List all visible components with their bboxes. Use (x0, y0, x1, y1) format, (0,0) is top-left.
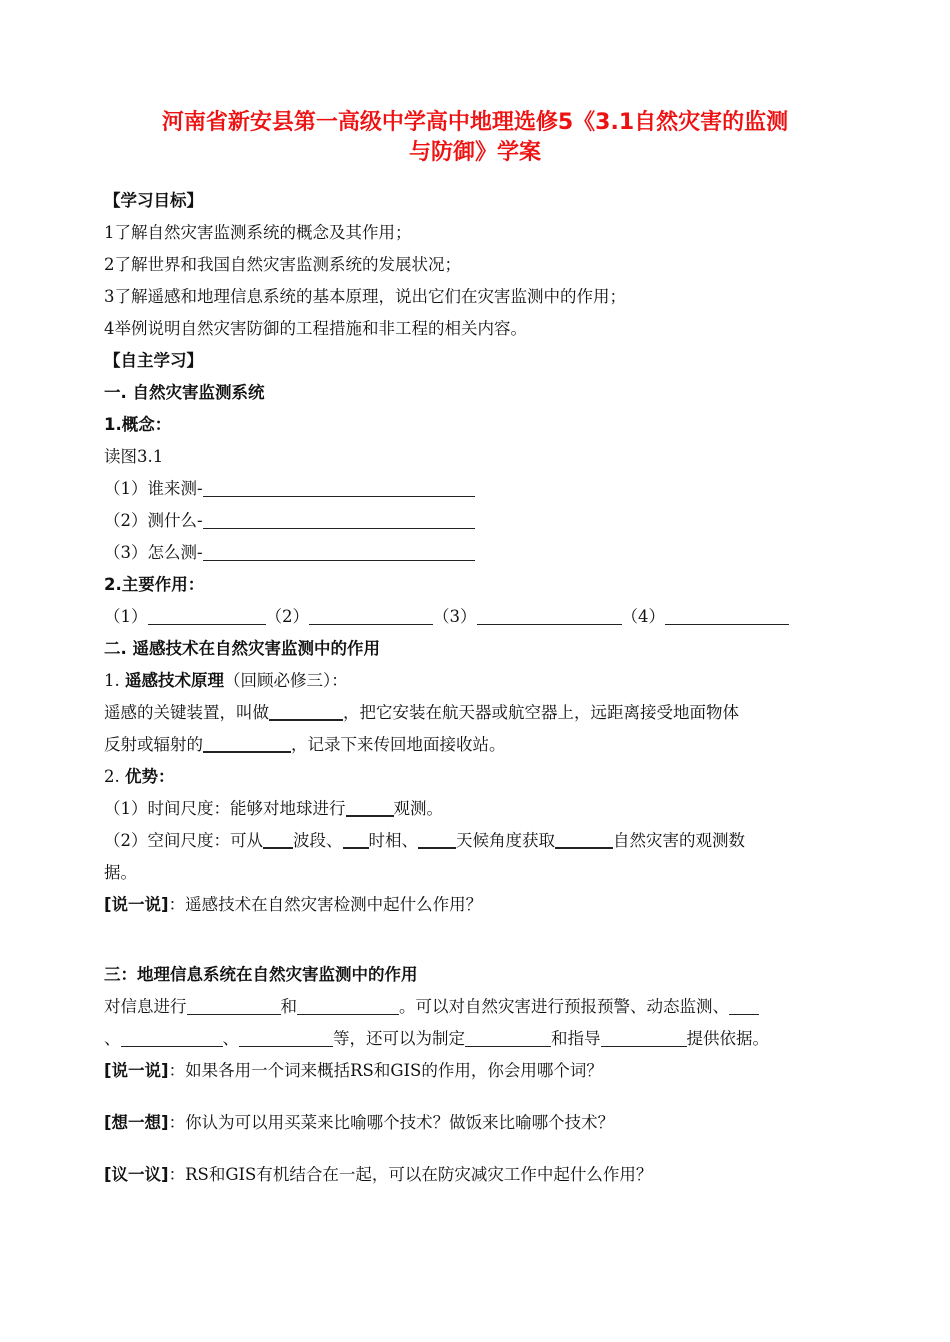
answer-blank[interactable] (477, 606, 622, 625)
goal-item-4: 4举例说明自然灾害防御的工程措施和非工程的相关内容。 (104, 319, 527, 338)
answer-blank[interactable] (297, 996, 399, 1015)
section-3-heading: 三：地理信息系统在自然灾害监测中的作用 (104, 965, 418, 984)
advantage-text: （1）时间尺度：能够对地球进行 (104, 799, 346, 818)
section-1-heading: 一. 自然灾害监测系统 (104, 383, 265, 402)
advantage-space-cont: 据。 (104, 863, 137, 882)
section-2-heading: 二. 遥感技术在自然灾害监测中的作用 (104, 639, 381, 658)
gis-text: 、 (104, 1029, 121, 1048)
role-2-label: （2） (265, 607, 309, 626)
gis-text: 提供依据。 (686, 1029, 769, 1048)
discuss-label: [议一议] (104, 1165, 169, 1184)
title-line-2: 与防御》学案 (408, 140, 541, 165)
say-label: [说一说] (104, 1061, 169, 1080)
say-prompt-gis (104, 1058, 603, 1084)
answer-blank[interactable] (203, 478, 475, 497)
goal-item-2: 2了解世界和我国自然灾害监测系统的发展状况； (104, 255, 461, 274)
concept-label: 1.概念： (104, 415, 172, 434)
rs-sentence-2 (104, 732, 506, 758)
discuss-prompt (104, 1162, 652, 1188)
role-3-label: （3） (433, 607, 477, 626)
question-how-label: （3）怎么测- (104, 543, 203, 562)
advantage-space (104, 828, 745, 854)
gis-text: 和指导 (551, 1029, 601, 1048)
gis-text: 、 (222, 1029, 239, 1048)
rs-text: ，把它安装在航天器或航空器上，远距离接受地面物体 (343, 703, 739, 722)
answer-blank[interactable] (187, 996, 281, 1015)
think-label: [想一想] (104, 1113, 169, 1132)
answer-blank[interactable] (121, 1028, 223, 1047)
role-4-label: （4） (621, 607, 665, 626)
document-title (100, 108, 850, 168)
think-prompt (104, 1110, 614, 1136)
answer-blank[interactable] (729, 996, 759, 1015)
gis-text: 和 (280, 997, 297, 1016)
gis-sentence-1 (104, 994, 759, 1020)
answer-blank[interactable] (203, 510, 475, 529)
gis-text: 。可以对自然灾害进行预报预警、动态监测、 (399, 997, 729, 1016)
question-how (104, 540, 475, 566)
goal-item-3: 3了解遥感和地理信息系统的基本原理，说出它们在灾害监测中的作用； (104, 287, 626, 306)
read-figure: 读图3.1 (104, 447, 164, 466)
discuss-text: ：RS和GIS有机结合在一起，可以在防灾减灾工作中起什么作用？ (168, 1165, 653, 1184)
question-who-label: （1）谁来测- (104, 479, 203, 498)
rs-principle-note: （回顾必修三）： (224, 671, 348, 690)
advantage-num: 2. (104, 767, 125, 786)
rs-sentence-1 (104, 700, 739, 726)
rs-principle (104, 668, 348, 694)
answer-blank[interactable] (601, 1028, 687, 1047)
answer-blank[interactable] (665, 606, 789, 625)
rs-text: 反射或辐射的 (104, 735, 203, 754)
goals-heading: 【学习目标】 (104, 191, 203, 210)
advantage-title: 优势 (125, 767, 158, 786)
gis-sentence-2 (104, 1026, 769, 1052)
question-what (104, 508, 475, 534)
say-prompt-rs (104, 892, 482, 918)
answer-blank[interactable] (346, 797, 394, 817)
self-study-heading: 【自主学习】 (104, 351, 203, 370)
answer-blank[interactable] (239, 1028, 333, 1047)
answer-blank[interactable] (148, 606, 266, 625)
advantage-colon: ： (158, 767, 175, 786)
answer-blank[interactable] (203, 733, 291, 753)
answer-blank[interactable] (418, 829, 456, 849)
advantage-text: 波段、 (293, 831, 343, 850)
title-line-1: 河南省新安县第一高级中学高中地理选修5《3.1自然灾害的监测 (161, 110, 789, 135)
advantage-text: 时相、 (368, 831, 418, 850)
advantage-text: 天候角度获取 (456, 831, 555, 850)
advantage-text: （2）空间尺度：可从 (104, 831, 263, 850)
advantage-text: 自然灾害的观测数 (613, 831, 745, 850)
gis-text: 等，还可以为制定 (333, 1029, 465, 1048)
say-label: [说一说] (104, 895, 169, 914)
say-text: ：遥感技术在自然灾害检测中起什么作用？ (168, 895, 483, 914)
role-row (104, 604, 789, 630)
question-who (104, 476, 475, 502)
advantage-time (104, 796, 443, 822)
say-text: ：如果各用一个词来概括RS和GIS的作用，你会用哪个词？ (168, 1061, 603, 1080)
rs-principle-title: 遥感技术原理 (125, 671, 224, 690)
rs-text: 遥感的关键装置，叫做 (104, 703, 269, 722)
advantage-text: 观测。 (393, 799, 443, 818)
answer-blank[interactable] (269, 701, 343, 721)
goal-item-1: 1了解自然灾害监测系统的概念及其作用； (104, 223, 412, 242)
think-text: ：你认为可以用买菜来比喻哪个技术？做饭来比喻哪个技术？ (168, 1113, 615, 1132)
gis-text: 对信息进行 (104, 997, 187, 1016)
question-what-label: （2）测什么- (104, 511, 203, 530)
answer-blank[interactable] (263, 829, 293, 849)
role-1-label: （1） (104, 607, 148, 626)
role-label: 2.主要作用： (104, 575, 205, 594)
rs-principle-num: 1. (104, 671, 125, 690)
advantage-heading (104, 764, 175, 790)
answer-blank[interactable] (203, 542, 475, 561)
answer-blank[interactable] (309, 606, 433, 625)
answer-blank[interactable] (555, 829, 613, 849)
answer-blank[interactable] (343, 829, 369, 849)
answer-blank[interactable] (465, 1028, 551, 1047)
rs-text: ，记录下来传回地面接收站。 (291, 735, 506, 754)
